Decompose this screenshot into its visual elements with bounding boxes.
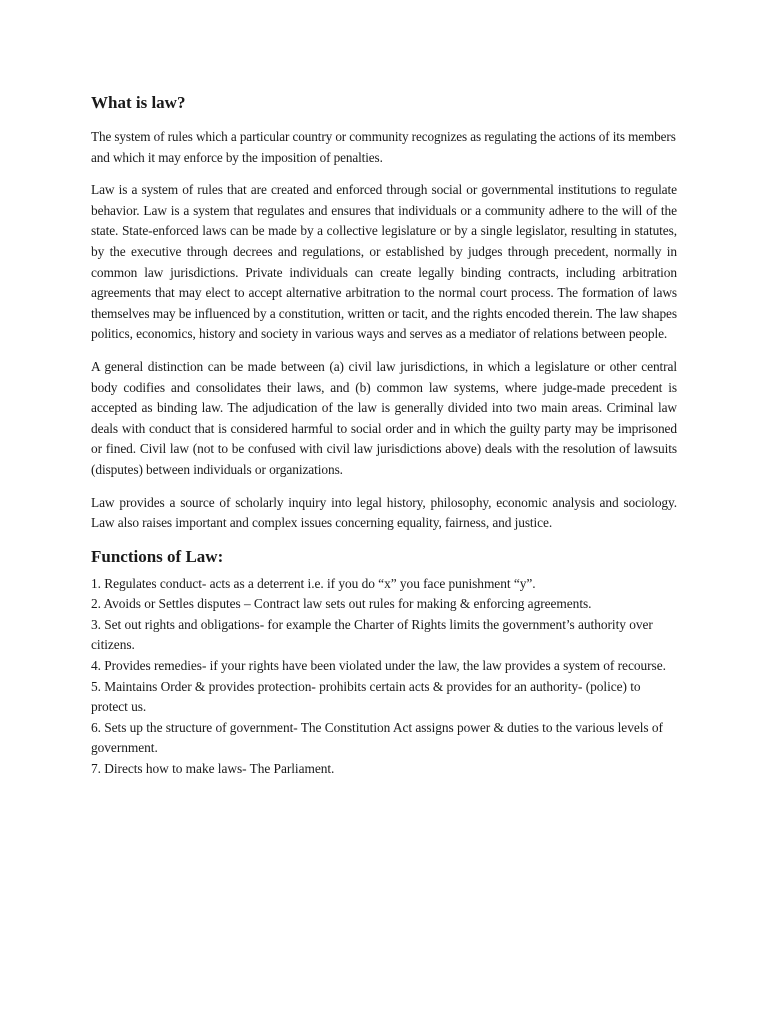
function-item: 3. Set out rights and obligations- for example the Charter of Rights limits the government’s authority over citizens. xyxy=(91,616,653,653)
function-item: 1. Regulates conduct- acts as a deterrent i.e. if you do “x” you face punishment “y”. xyxy=(91,575,536,591)
paragraph-scholarly: Law provides a source of scholarly inquiry into legal history, philosophy, economic analysis and sociology. Law also raises important and complex issues concerning equality, fairness, and justice. xyxy=(91,494,677,531)
function-item: 4. Provides remedies- if your rights have been violated under the law, the law provides a system of recourse. xyxy=(91,658,666,674)
function-item: 2. Avoids or Settles disputes – Contract law sets out rules for making & enforcing agreements. xyxy=(91,596,592,612)
function-item: 5. Maintains Order & provides protection- prohibits certain acts & provides for an authority- (police) to protect us. xyxy=(91,678,641,715)
document-page xyxy=(91,92,677,780)
paragraph-distinction: A general distinction can be made between (a) civil law jurisdictions, in which a legislature or other central body codifies and consolidates their laws, and (b) common law systems, where judge-made precedent is accepted as binding law. The adjudication of the law is generally divided into two main areas. Criminal law deals with conduct that is considered harmful to social order and in which the guilty party may be imprisoned or fined. Civil law (not to be confused with civil law jurisdictions above) deals with the resolution of lawsuits (disputes) between individuals or organizations. xyxy=(91,358,677,477)
function-item: 6. Sets up the structure of government- The Constitution Act assigns power & duties to the various levels of government. xyxy=(91,719,663,756)
paragraph-law-system: Law is a system of rules that are created and enforced through social or governmental institutions to regulate behavior. Law is a system that regulates and ensures that individuals or a community adhere to the will of the state. State-enforced laws can be made by a collective legislature or by a single legislator, resulting in statutes, by the executive through decrees and regulations, or established by judges through precedent, normally in common law jurisdictions. Private individuals can create legally binding contracts, including arbitration agreements that may elect to accept alternative arbitration to the normal court process. The formation of laws themselves may be influenced by a constitution, written or tacit, and the rights encoded therein. The law shapes politics, economics, history and society in various ways and serves as a mediator of relations between people. xyxy=(91,182,677,342)
functions-heading: Functions of Law: xyxy=(91,546,224,566)
document-title: What is law? xyxy=(91,93,186,112)
functions-list xyxy=(91,574,677,780)
function-item: 7. Directs how to make laws- The Parliament. xyxy=(91,761,335,777)
paragraph-definition: The system of rules which a particular country or community recognizes as regulating the actions of its members and which it may enforce by the imposition of penalties. xyxy=(91,129,676,165)
